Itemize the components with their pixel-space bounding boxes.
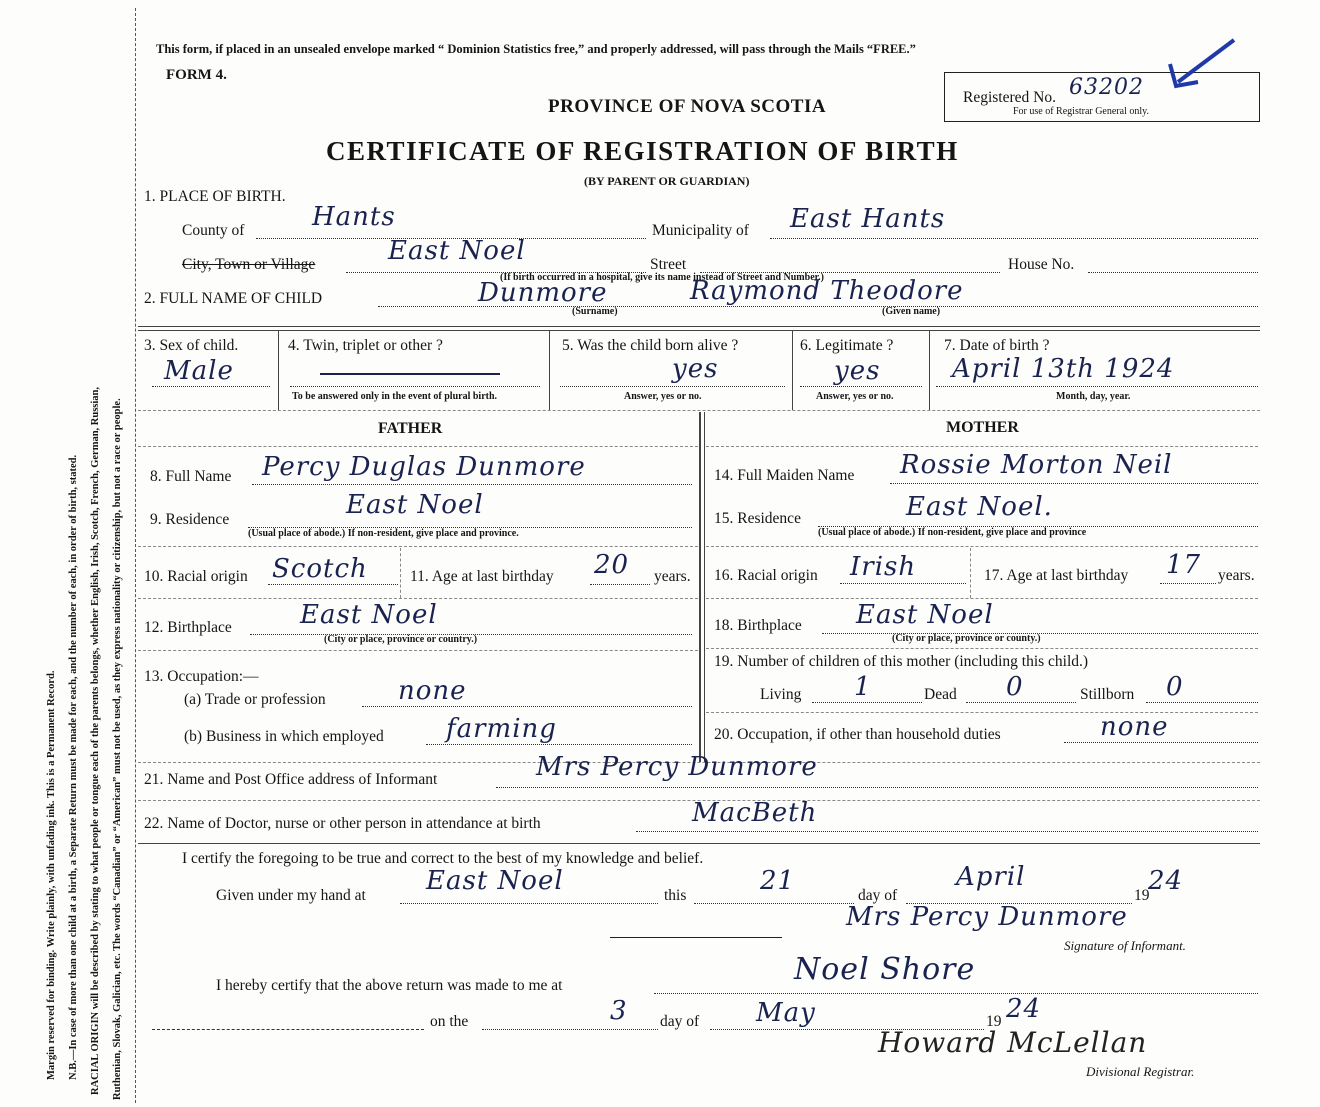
- informant-signature: Mrs Percy Dunmore: [846, 902, 1128, 932]
- alive-caption: Answer, yes or no.: [624, 391, 702, 402]
- father-occupation-label: 13. Occupation:—: [144, 668, 259, 685]
- registrar-month: May: [756, 998, 816, 1028]
- certificate-title: CERTIFICATE OF REGISTRATION OF BIRTH: [326, 136, 959, 166]
- stillborn-label: Stillborn: [1080, 686, 1135, 703]
- house-label: House No.: [1008, 256, 1075, 273]
- given-label: Given under my hand at: [216, 887, 366, 904]
- place-heading: 1. PLACE OF BIRTH.: [144, 188, 286, 205]
- mother-race-label: 16. Racial origin: [714, 567, 818, 584]
- margin-note-2: N.B.—In case of more than one child at a birth, a Separate Return must be made for each, and the number of each, in order of birth, stated.: [68, 454, 79, 1080]
- legitimate-caption: Answer, yes or no.: [816, 391, 894, 402]
- registrar-place: Noel Shore: [794, 952, 976, 987]
- mother-heading: MOTHER: [946, 419, 1019, 436]
- sex-label: 3. Sex of child.: [144, 337, 239, 354]
- twin-caption: To be answered only in the event of plural birth.: [292, 391, 498, 402]
- informant-signature-caption: Signature of Informant.: [1064, 938, 1186, 953]
- given-place: East Noel: [426, 866, 564, 896]
- business-label: (b) Business in which employed: [184, 728, 384, 745]
- registrar-signature-caption: Divisional Registrar.: [1086, 1064, 1195, 1079]
- registrar-signature: Howard McLellan: [878, 1026, 1148, 1059]
- registered-label: Registered No.: [963, 89, 1056, 106]
- certify-month: April: [956, 862, 1026, 892]
- alive-label: 5. Was the child born alive ?: [562, 337, 739, 354]
- date-value: April 13th 1924: [952, 354, 1175, 384]
- arrow-mark: [1160, 36, 1240, 96]
- city-label: City, Town or Village: [182, 256, 316, 273]
- registrar-year-prefix: 19: [986, 1013, 1002, 1030]
- mother-occupation-label: 20. Occupation, if other than household duties: [714, 726, 1001, 743]
- mother-age-suffix: years.: [1218, 567, 1255, 584]
- father-age-label: 11. Age at last birthday: [410, 568, 554, 585]
- margin-note-1: Margin reserved for binding. Write plainly, with unfading ink. This is a Permanent Record.: [46, 670, 57, 1080]
- legitimate-label: 6. Legitimate ?: [800, 337, 894, 354]
- mother-residence-label: 15. Residence: [714, 510, 801, 527]
- child-given-name: Raymond Theodore: [690, 276, 964, 306]
- margin-note-3: RACIAL ORIGIN will be described by stating to what people or tongue each of the parents belongs, whether English, Irish, Scotch, French, German, Russian,: [90, 386, 101, 1095]
- father-residence-label: 9. Residence: [150, 511, 230, 528]
- trade-value: none: [398, 676, 467, 706]
- surname-caption: (Surname): [572, 306, 618, 317]
- province-title: PROVINCE OF NOVA SCOTIA: [548, 96, 827, 117]
- date-label: 7. Date of birth ?: [944, 337, 1050, 354]
- informant-label: 21. Name and Post Office address of Informant: [144, 771, 438, 788]
- child-name-label: 2. FULL NAME OF CHILD: [144, 290, 323, 307]
- mother-name-label: 14. Full Maiden Name: [714, 467, 855, 484]
- mother-birthplace-label: 18. Birthplace: [714, 617, 802, 634]
- street-label: Street: [650, 256, 687, 273]
- mail-notice: This form, if placed in an unsealed envelope marked “ Dominion Statistics free,” and properly addressed, will pass through the Mails “FREE.”: [156, 42, 916, 56]
- dead-value: 0: [1006, 672, 1024, 702]
- trade-label: (a) Trade or profession: [184, 691, 326, 708]
- mother-birthplace-value: East Noel: [856, 600, 994, 630]
- business-value: farming: [446, 714, 557, 744]
- father-birthplace-label: 12. Birthplace: [144, 619, 232, 636]
- city-value: East Noel: [388, 236, 526, 266]
- certify-year-prefix: 19: [1134, 887, 1150, 904]
- margin-note-4: Ruthenian, Slovak, Galician, etc. The words “Canadian” or “American” must not be used, as they express nationality or citizenship, but not a race or people.: [112, 398, 123, 1100]
- father-birthplace-value: East Noel: [300, 600, 438, 630]
- father-heading: FATHER: [378, 420, 443, 437]
- registrar-day: 3: [610, 996, 628, 1026]
- certify-year: 24: [1148, 866, 1184, 896]
- mother-age-value: 17: [1166, 550, 1202, 580]
- registrar-on-the-label: on the: [430, 1013, 469, 1030]
- certify-day-of-label: day of: [858, 887, 898, 904]
- twin-dash: [320, 373, 500, 375]
- father-birthplace-caption: (City or place, province or country.): [324, 634, 478, 645]
- mother-residence-value: East Noel.: [906, 492, 1053, 522]
- father-name-label: 8. Full Name: [150, 468, 232, 485]
- this-label: this: [664, 887, 687, 904]
- mother-age-label: 17. Age at last birthday: [984, 567, 1129, 584]
- doctor-label: 22. Name of Doctor, nurse or other person in attendance at birth: [144, 815, 541, 832]
- legitimate-value: yes: [834, 356, 881, 386]
- registrar-year: 24: [1006, 994, 1042, 1024]
- doctor-value: MacBeth: [692, 798, 818, 828]
- certify-day: 21: [760, 866, 796, 896]
- living-value: 1: [854, 672, 872, 702]
- municipality-value: East Hants: [790, 204, 946, 234]
- mother-residence-caption: (Usual place of abode.) If non-resident, give place and province: [818, 527, 1087, 538]
- informant-value: Mrs Percy Dunmore: [536, 752, 818, 782]
- municipality-label: Municipality of: [652, 222, 749, 239]
- registered-number: 63202: [1069, 75, 1144, 100]
- registrar-text: I hereby certify that the above return was made to me at: [216, 977, 563, 994]
- binding-margin-line: [135, 8, 136, 1103]
- date-caption: Month, day, year.: [1056, 391, 1131, 402]
- mother-name-value: Rossie Morton Neil: [900, 450, 1173, 480]
- certify-text: I certify the foregoing to be true and correct to the best of my knowledge and belief.: [182, 850, 704, 867]
- certificate-subtitle: (BY PARENT OR GUARDIAN): [584, 174, 750, 188]
- county-label: County of: [182, 222, 245, 239]
- child-surname: Dunmore: [478, 278, 608, 308]
- alive-value: yes: [672, 354, 719, 384]
- father-residence-value: East Noel: [346, 490, 484, 520]
- county-value: Hants: [312, 202, 396, 232]
- mother-occupation-value: none: [1100, 712, 1169, 742]
- father-name-value: Percy Duglas Dunmore: [262, 452, 586, 482]
- children-count-label: 19. Number of children of this mother (including this child.): [714, 653, 1089, 670]
- form-number: FORM 4.: [166, 67, 227, 83]
- twin-label: 4. Twin, triplet or other ?: [288, 337, 443, 354]
- living-label: Living: [760, 686, 802, 703]
- given-caption: (Given name): [882, 306, 941, 317]
- dead-label: Dead: [924, 686, 957, 703]
- stillborn-value: 0: [1166, 672, 1184, 702]
- father-residence-caption: (Usual place of abode.) If non-resident, give place and province.: [248, 528, 519, 539]
- mother-race-value: Irish: [850, 552, 917, 582]
- father-age-suffix: years.: [654, 568, 691, 585]
- hospital-note: (If birth occurred in a hospital, give its name instead of Street and Number.): [500, 272, 824, 283]
- registrar-day-of-label: day of: [660, 1013, 700, 1030]
- registrar-use-note: For use of Registrar General only.: [1013, 106, 1149, 117]
- mother-birthplace-caption: (City or place, province or county.): [892, 633, 1041, 644]
- father-age-value: 20: [594, 550, 630, 580]
- father-race-value: Scotch: [272, 554, 368, 584]
- father-race-label: 10. Racial origin: [144, 568, 248, 585]
- sex-value: Male: [164, 356, 234, 386]
